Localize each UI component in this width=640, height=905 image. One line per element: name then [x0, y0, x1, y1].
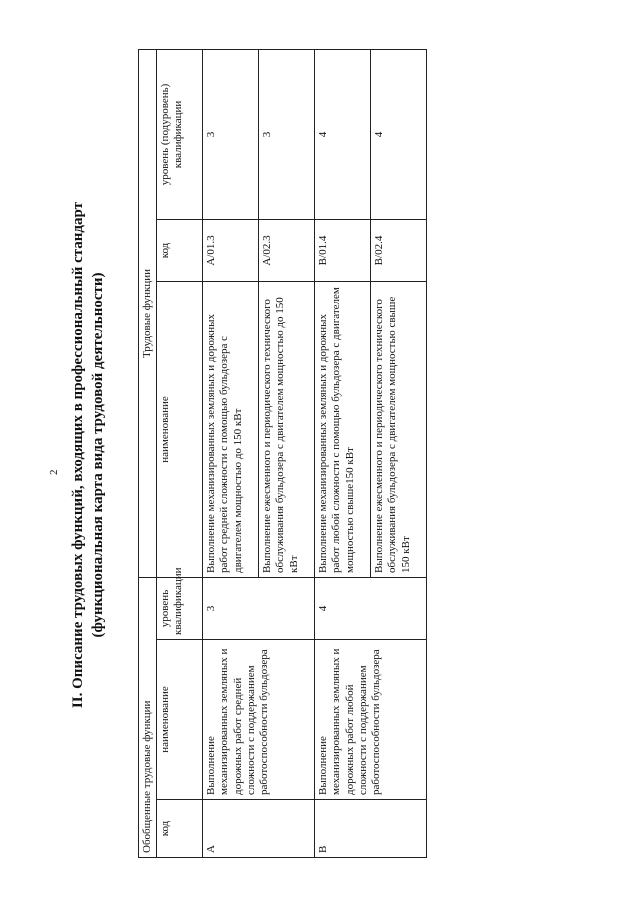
table-row [315, 49, 371, 857]
function-level: 3 [203, 49, 259, 219]
section-title: II. Описание трудовых функций, входящих в профессиональный стандарт [70, 201, 86, 709]
gen-function-level: 4 [315, 577, 427, 639]
function-code: A/01.3 [203, 219, 259, 281]
function-name: Выполнение ежесменного и периодического технического обслуживания бульдозера с двигателем мощностью свыше 150 кВт [371, 281, 427, 577]
table-column-header-row [157, 49, 203, 857]
table-group-header-row [139, 49, 157, 857]
rotated-document-sheet [48, 30, 608, 880]
gen-function-level: 3 [203, 577, 315, 639]
function-name: Выполнение механизированных земляных и дорожных работ любой сложности с помощью бульдозера с двигателем мощностью свыше150 кВт [315, 281, 371, 577]
col-level-header: уровень квалификации [157, 577, 203, 639]
col-function-code-header: код [157, 219, 203, 281]
labor-functions-header: Трудовые функции [139, 49, 157, 577]
function-code: B/02.4 [371, 219, 427, 281]
gen-function-code: B [315, 800, 427, 858]
function-name: Выполнение механизированных земляных и дорожных работ средней сложности с помощью бульдозера с двигателем мощностью до 150 кВт [203, 281, 259, 577]
function-name: Выполнение ежесменного и периодического технического обслуживания бульдозера с двигателем мощностью до 150 кВт [259, 281, 315, 577]
page-number: 2 [48, 469, 60, 475]
function-code: B/01.4 [315, 219, 371, 281]
function-code: A/02.3 [259, 219, 315, 281]
functional-map-table [138, 49, 427, 858]
generalized-functions-header: Обобщенные трудовые функции [139, 577, 157, 857]
table-row [203, 49, 259, 857]
function-level: 3 [259, 49, 315, 219]
function-level: 4 [371, 49, 427, 219]
function-level: 4 [315, 49, 371, 219]
col-code-header: код [157, 800, 203, 858]
section-subtitle: (функциональная карта вида трудовой деятельности) [90, 272, 106, 638]
gen-function-name: Выполнение механизированных земляных и дорожных работ любой сложности с поддержанием работоспособности бульдозера [315, 640, 427, 800]
gen-function-name: Выполнение механизированных земляных и дорожных работ средней сложности с поддержанием работоспособности бульдозера [203, 640, 315, 800]
col-name-header: наименование [157, 640, 203, 800]
col-function-name-header: наименование [157, 281, 203, 577]
gen-function-code: A [203, 800, 315, 858]
col-sublevel-header: уровень (подуровень) квалификации [157, 49, 203, 219]
